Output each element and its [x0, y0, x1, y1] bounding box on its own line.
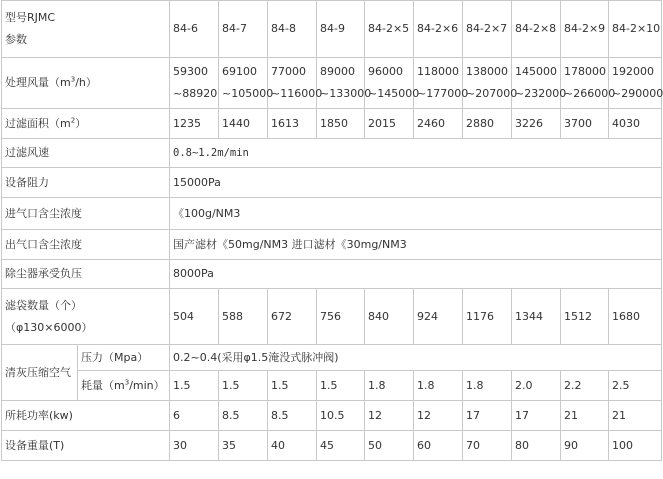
airflow-high: ~207000: [466, 87, 518, 100]
filter-speed-row: [2, 139, 662, 168]
air-consumption-cell: 2.0: [512, 371, 561, 401]
weight-cell: 60: [414, 431, 463, 461]
power-cell: 12: [414, 401, 463, 431]
inlet-dust-value: 《100g/NM3: [170, 198, 662, 230]
power-cell: 10.5: [317, 401, 365, 431]
airflow-label-post: /h）: [75, 76, 97, 89]
power-cell: 12: [365, 401, 414, 431]
airflow-cell: [609, 58, 662, 109]
airflow-cell: [268, 58, 323, 109]
model-cell: 84-2×8: [512, 1, 561, 58]
airflow-cell: [561, 58, 616, 109]
air-consumption-cell: 1.5: [268, 371, 317, 401]
airflow-high: ~133000: [320, 87, 372, 100]
negative-pressure-label: 除尘器承受负压: [2, 260, 170, 289]
filter-area-label: [2, 109, 170, 139]
weight-cell: 45: [317, 431, 365, 461]
bags-label-line2: （φ130×6000）: [5, 320, 93, 334]
bags-cell: 1680: [609, 289, 662, 345]
airflow-low: 77000: [271, 65, 306, 78]
weight-cell: 100: [609, 431, 662, 461]
filter-area-cell: 2015: [365, 109, 414, 139]
header-label-params: 参数: [5, 33, 27, 46]
model-cell: 84-8: [268, 1, 317, 58]
power-cell: 6: [170, 401, 219, 431]
air-consumption-label-pre: 耗量（m: [81, 378, 125, 392]
airflow-cell: [414, 58, 469, 109]
power-cell: 8.5: [219, 401, 268, 431]
bags-cell: 504: [170, 289, 219, 345]
airflow-high: ~290000: [612, 87, 663, 100]
model-cell: 84-7: [219, 1, 268, 58]
air-consumption-cell: 2.5: [609, 371, 662, 401]
outlet-dust-row: [2, 230, 662, 260]
bags-cell: 1512: [561, 289, 609, 345]
filter-speed-label: 过滤风速: [2, 139, 170, 168]
weight-row: [2, 431, 662, 461]
model-cell: 84-2×10: [609, 1, 662, 58]
airflow-cell: [317, 58, 372, 109]
bags-cell: 672: [268, 289, 317, 345]
resistance-value: 15000Pa: [170, 168, 662, 198]
airflow-low: 69100: [222, 65, 257, 78]
compressed-air-label: 清灰压缩空气: [2, 345, 78, 401]
airflow-label: [2, 58, 170, 109]
bags-row: [2, 289, 662, 345]
airflow-high: ~266000: [564, 87, 616, 100]
filter-area-cell: 1850: [317, 109, 365, 139]
air-pressure-value: 0.2~0.4(采用φ1.5淹没式脉冲阀): [170, 345, 662, 371]
power-cell: 8.5: [268, 401, 317, 431]
airflow-low: 178000: [564, 65, 606, 78]
resistance-row: [2, 168, 662, 198]
negative-pressure-value: 8000Pa: [170, 260, 662, 289]
air-consumption-label: [78, 371, 170, 401]
filter-area-cell: 2880: [463, 109, 512, 139]
weight-cell: 30: [170, 431, 219, 461]
airflow-cell: [512, 58, 567, 109]
airflow-high: ~88920: [173, 87, 218, 100]
bags-label: [2, 289, 170, 345]
airflow-low: 138000: [466, 65, 508, 78]
airflow-row: [2, 58, 662, 109]
air-consumption-label-post: /min）: [129, 378, 165, 392]
filter-area-label-pre: 过滤面积（m: [5, 116, 71, 130]
negative-pressure-row: [2, 260, 662, 289]
airflow-high: ~105000: [222, 87, 274, 100]
model-cell: 84-2×9: [561, 1, 609, 58]
weight-label: 设备重量(T): [2, 431, 170, 461]
model-cell: 84-2×5: [365, 1, 414, 58]
filter-area-cell: 2460: [414, 109, 463, 139]
weight-cell: 35: [219, 431, 268, 461]
header-row: [2, 1, 662, 58]
airflow-low: 118000: [417, 65, 459, 78]
airflow-label-sup: 3: [70, 75, 76, 84]
airflow-cell: [463, 58, 518, 109]
air-consumption-cell: 1.5: [317, 371, 365, 401]
model-cell: 84-6: [170, 1, 219, 58]
filter-speed-value: 0.8~1.2m/min: [170, 139, 662, 168]
power-cell: 17: [463, 401, 512, 431]
filter-area-row: [2, 109, 662, 139]
bags-cell: 1176: [463, 289, 512, 345]
air-consumption-cell: 1.8: [463, 371, 512, 401]
airflow-cell: [365, 58, 420, 109]
air-pressure-label: 压力（Mpa）: [78, 345, 170, 371]
airflow-low: 59300: [173, 65, 208, 78]
airflow-low: 96000: [368, 65, 403, 78]
bags-cell: 924: [414, 289, 463, 345]
outlet-dust-value: 国产滤材《50mg/NM3 进口滤材《30mg/NM3: [170, 230, 662, 260]
air-consumption-cell: 1.8: [414, 371, 463, 401]
air-consumption-cell: 1.5: [170, 371, 219, 401]
airflow-label-pre: 处理风量（m: [5, 76, 71, 89]
air-consumption-cell: 2.2: [561, 371, 609, 401]
airflow-high: ~177000: [417, 87, 469, 100]
power-cell: 21: [609, 401, 662, 431]
inlet-dust-label: 进气口含尘浓度: [2, 198, 170, 230]
filter-area-label-sup: 2: [70, 115, 76, 124]
filter-area-cell: 1440: [219, 109, 268, 139]
bags-cell: 1344: [512, 289, 561, 345]
bags-cell: 588: [219, 289, 268, 345]
power-row: [2, 401, 662, 431]
weight-cell: 80: [512, 431, 561, 461]
bags-cell: 840: [365, 289, 414, 345]
airflow-high: ~145000: [368, 87, 420, 100]
spec-table: [1, 0, 662, 461]
airflow-low: 145000: [515, 65, 557, 78]
resistance-label: 设备阻力: [2, 168, 170, 198]
weight-cell: 40: [268, 431, 317, 461]
airflow-cell: [219, 58, 274, 109]
air-consumption-row: [2, 371, 662, 401]
model-cell: 84-2×7: [463, 1, 512, 58]
bags-label-line1: 滤袋数量（个）: [5, 298, 82, 312]
weight-cell: 70: [463, 431, 512, 461]
filter-area-label-post: ）: [75, 116, 87, 130]
air-pressure-row: [2, 345, 662, 371]
filter-area-cell: 1235: [170, 109, 219, 139]
airflow-low: 192000: [612, 65, 654, 78]
header-label-cell: [2, 1, 170, 58]
airflow-high: ~232000: [515, 87, 567, 100]
filter-area-cell: 3226: [512, 109, 561, 139]
filter-area-cell: 1613: [268, 109, 317, 139]
filter-area-cell: 4030: [609, 109, 662, 139]
airflow-high: ~116000: [271, 87, 323, 100]
air-consumption-cell: 1.5: [219, 371, 268, 401]
power-cell: 17: [512, 401, 561, 431]
model-cell: 84-2×6: [414, 1, 463, 58]
outlet-dust-label: 出气口含尘浓度: [2, 230, 170, 260]
inlet-dust-row: [2, 198, 662, 230]
power-cell: 21: [561, 401, 609, 431]
air-consumption-cell: 1.8: [365, 371, 414, 401]
air-consumption-label-sup: 3: [124, 377, 130, 386]
header-label-model: 型号RJMC: [5, 11, 56, 24]
airflow-cell: [170, 58, 219, 109]
airflow-low: 89000: [320, 65, 355, 78]
power-label: 所耗功率(kw): [2, 401, 170, 431]
weight-cell: 50: [365, 431, 414, 461]
model-cell: 84-9: [317, 1, 365, 58]
weight-cell: 90: [561, 431, 609, 461]
filter-area-cell: 3700: [561, 109, 609, 139]
bags-cell: 756: [317, 289, 365, 345]
